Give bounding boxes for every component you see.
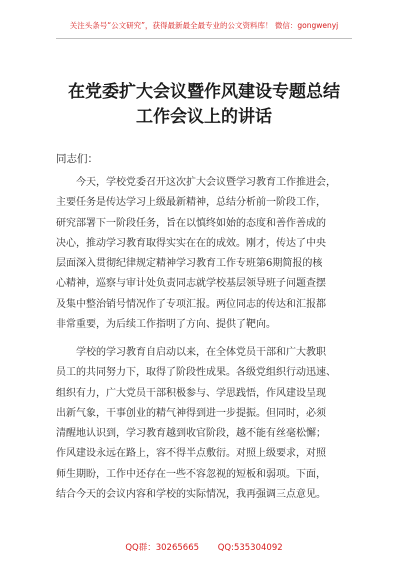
paragraph-line: 组织有力，广大党员干部积极参与、学思践悟，作风建设呈现 bbox=[56, 387, 326, 399]
paragraph-line: 清醒地认识到，学习教育越到收官阶段，越不能有丝毫松懈； bbox=[56, 428, 326, 440]
paragraph-line: 层面深入贯彻纪律规定精神学习教育工作专班第6期简报的核 bbox=[56, 258, 323, 270]
paragraph-line: 员工的共同努力下，取得了阶段性成果。各级党组织行动迅速、 bbox=[56, 367, 336, 379]
paragraph-line: 研究部署下一阶段任务，旨在以慎终如始的态度和善作善成的 bbox=[56, 217, 326, 229]
paragraph-line: 心精神，巡察与审计处负责同志就学校基层领导班子问题查摆 bbox=[56, 278, 326, 290]
footer-contacts bbox=[0, 541, 408, 553]
paragraph-line: 非常重要，为后续工作指明了方向、提供了靶向。 bbox=[56, 319, 276, 331]
paragraph-1 bbox=[56, 173, 356, 335]
header-divider bbox=[56, 38, 352, 39]
footer-qq-group: QQ群：30265665 bbox=[125, 543, 200, 553]
paragraph-line: 作风建设永远在路上，容不得半点敷衍。对照上级要求，对照 bbox=[56, 448, 326, 460]
header-banner: 关注头条号“公文研究”，获得最新最全最专业的公文资料库！ 微信：gongwenyj bbox=[69, 21, 339, 30]
document-title-line-2: 工作会议上的讲话 bbox=[136, 107, 272, 127]
paragraph-line: 今天，学校党委召开这次扩大会议暨学习教育工作推进会， bbox=[76, 177, 336, 188]
paragraph-line: 决心，推动学习教育取得实实在在的成效。刚才，传达了中央 bbox=[56, 237, 326, 249]
paragraph-2 bbox=[56, 343, 356, 505]
paragraph-line: 结合今天的会议内容和学校的实际情况，我再强调三点意见。 bbox=[56, 489, 326, 501]
paragraph-line: 师生期盼，工作中还存在一些不容忽视的短板和弱项。下面， bbox=[56, 468, 326, 480]
document-title bbox=[40, 80, 368, 130]
footer-qq: QQ:535304092 bbox=[217, 543, 283, 553]
paragraph-line: 出新气象，干事创业的精气神得到进一步提振。但同时，必须 bbox=[56, 407, 326, 419]
salutation: 同志们： bbox=[56, 153, 98, 165]
paragraph-line: 主要任务是传达学习上级最新精神，总结分析前一阶段工作， bbox=[56, 197, 326, 209]
document-title-line-1: 在党委扩大会议暨作风建设专题总结 bbox=[68, 82, 340, 102]
paragraph-line: 学校的学习教育自启动以来，在全体党员干部和广大教职 bbox=[76, 347, 326, 358]
paragraph-line: 及集中整治销号情况作了专项汇报。两位同志的传达和汇报都 bbox=[56, 298, 326, 310]
